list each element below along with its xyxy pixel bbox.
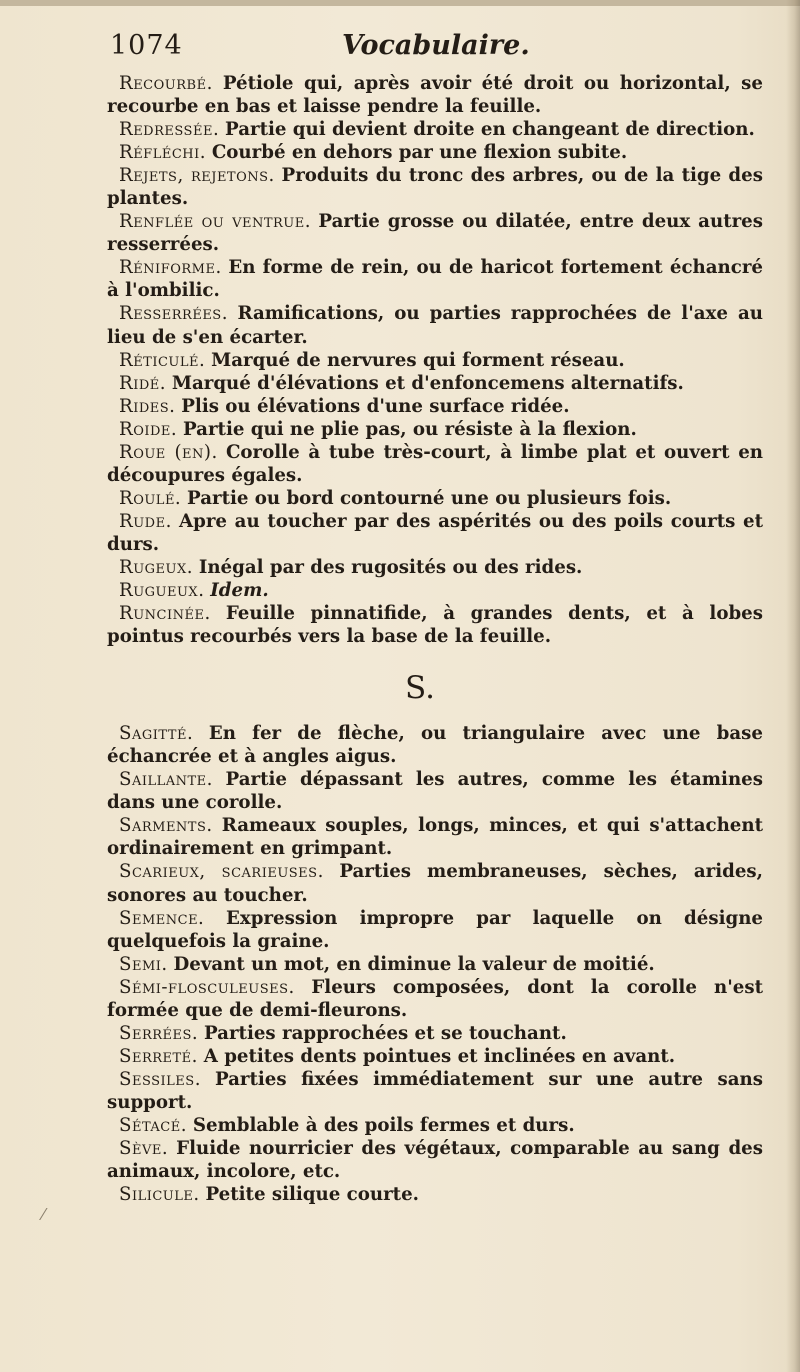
entry-headword: Renflée ou ventrue. xyxy=(119,211,312,233)
page-right-edge-shadow xyxy=(786,0,800,1372)
glossary-entry xyxy=(107,1045,763,1068)
entry-definition: Fluide nourricier des végétaux, comparable au sang des animaux, incolore, etc. xyxy=(107,1138,763,1183)
glossary-entry xyxy=(107,602,763,648)
entry-definition: Parties fixées immédiatement sur une autre sans support. xyxy=(107,1068,763,1113)
glossary-entry xyxy=(107,210,763,256)
entry-headword: Sève. xyxy=(119,1138,169,1160)
glossary-entry xyxy=(107,441,763,487)
entry-definition: Parties rapprochées et se touchant. xyxy=(204,1022,567,1044)
entry-headword: Réniforme. xyxy=(119,257,222,279)
glossary-entry xyxy=(107,1022,763,1045)
entry-definition: Partie qui ne plie pas, ou résiste à la flexion. xyxy=(182,418,637,440)
entry-definition: En forme de rein, ou de haricot fortement échancré à l'ombilic. xyxy=(107,257,763,302)
entry-headword: Rejets, rejetons. xyxy=(119,165,275,187)
entries-s xyxy=(107,722,763,1206)
glossary-entry xyxy=(107,164,763,210)
entry-definition: Devant un mot, en diminue la valeur de moitié. xyxy=(173,953,655,975)
glossary-entry xyxy=(107,302,763,348)
glossary-entry xyxy=(107,907,763,953)
entry-definition: Pétiole qui, après avoir été droit ou horizontal, se recourbe en bas et laisse pendre la feuille. xyxy=(107,73,763,118)
entry-definition: Rameaux souples, longs, minces, et qui s'attachent ordinairement en grimpant. xyxy=(107,815,763,860)
running-title: Vocabulaire. xyxy=(342,30,530,61)
entry-headword: Scarieux, scarieuses. xyxy=(119,861,324,883)
glossary-entry xyxy=(107,118,763,141)
entry-headword: Ridé. xyxy=(119,372,167,394)
entry-headword: Rides. xyxy=(119,395,176,417)
glossary-entry xyxy=(107,418,763,441)
entry-definition: Idem. xyxy=(210,580,269,602)
glossary-entry xyxy=(107,976,763,1022)
entry-definition: Corolle à tube très-court, à limbe plat et ouvert en découpures égales. xyxy=(107,441,763,486)
glossary-entry xyxy=(107,1137,763,1183)
glossary-entry xyxy=(107,372,763,395)
entry-headword: Serrées. xyxy=(119,1022,199,1044)
glossary-entry xyxy=(107,860,763,906)
entry-headword: Sarments. xyxy=(119,815,213,837)
entry-definition: Ramifications, ou parties rapprochées de l'axe au lieu de s'en écarter. xyxy=(107,303,763,348)
glossary-entry xyxy=(107,579,763,602)
entry-headword: Sémi-flosculeuses. xyxy=(119,976,295,998)
glossary-entry xyxy=(107,510,763,556)
entry-definition: Marqué de nervures qui forment réseau. xyxy=(211,349,625,371)
entry-definition: Parties membraneuses, sèches, arides, sonores au toucher. xyxy=(107,861,763,906)
entry-headword: Semi. xyxy=(119,953,168,975)
glossary-entry xyxy=(107,953,763,976)
entry-definition: Plis ou élévations d'une surface ridée. xyxy=(181,395,570,417)
entry-definition: Partie ou bord contourné une ou plusieurs fois. xyxy=(187,487,672,509)
glossary-body xyxy=(107,72,763,1206)
entry-headword: Roide. xyxy=(119,418,178,440)
glossary-entry xyxy=(107,1183,763,1206)
entry-headword: Réfléchi. xyxy=(119,142,207,164)
entry-headword: Réticulé. xyxy=(119,349,206,371)
entry-definition: Apre au toucher par des aspérités ou des poils courts et durs. xyxy=(107,510,763,555)
entry-headword: Resserrées. xyxy=(119,303,228,325)
entry-definition: En fer de flèche, ou triangulaire avec une base échancrée et à angles aigus. xyxy=(107,723,763,768)
glossary-entry xyxy=(107,768,763,814)
entry-definition: Inégal par des rugosités ou des rides. xyxy=(198,556,583,578)
entry-definition: Partie grosse ou dilatée, entre deux autres resserrées. xyxy=(107,211,763,256)
entry-headword: Rude. xyxy=(119,510,172,532)
entry-headword: Runcinée. xyxy=(119,603,211,625)
entry-definition: Produits du tronc des arbres, ou de la tige des plantes. xyxy=(107,165,763,210)
entry-headword: Sétacé. xyxy=(119,1114,188,1136)
glossary-entry xyxy=(107,556,763,579)
entries-r xyxy=(107,72,763,648)
entry-definition: Feuille pinnatifide, à grandes dents, et à lobes pointus recourbés vers la base de la feuille. xyxy=(107,603,763,648)
entry-definition: Semblable à des poils fermes et durs. xyxy=(192,1114,575,1136)
glossary-entry xyxy=(107,349,763,372)
entry-definition: A petites dents pointues et inclinées en avant. xyxy=(203,1045,676,1067)
page-number: 1074 xyxy=(110,30,183,61)
running-header xyxy=(110,30,770,72)
entry-headword: Redressée. xyxy=(119,119,220,141)
glossary-entry xyxy=(107,395,763,418)
entry-definition: Marqué d'élévations et d'enfoncemens alternatifs. xyxy=(171,372,684,394)
entry-headword: Rugeux. xyxy=(119,556,194,578)
glossary-entry xyxy=(107,256,763,302)
glossary-entry xyxy=(107,487,763,510)
entry-definition: Courbé en dehors par une flexion subite. xyxy=(211,142,628,164)
entry-headword: Recourbé. xyxy=(119,73,213,94)
entry-headword: Serreté. xyxy=(119,1045,198,1067)
entry-definition: Partie dépassant les autres, comme les étamines dans une corolle. xyxy=(107,769,763,814)
glossary-entry xyxy=(107,814,763,860)
entry-headword: Sagitté. xyxy=(119,723,194,745)
entry-headword: Semence. xyxy=(119,907,205,929)
entry-headword: Roue (en). xyxy=(119,441,218,463)
entry-definition: Expression impropre par laquelle on désigne quelquefois la graine. xyxy=(107,907,763,952)
entry-headword: Rugueux. xyxy=(119,580,205,602)
section-letter: S. xyxy=(405,670,435,707)
entry-definition: Petite silique courte. xyxy=(205,1184,419,1206)
entry-headword: Silicule. xyxy=(119,1184,200,1206)
entry-definition: Fleurs composées, dont la corolle n'est formée que de demi-fleurons. xyxy=(107,976,763,1021)
glossary-entry xyxy=(107,1068,763,1114)
glossary-entry xyxy=(107,722,763,768)
glossary-entry xyxy=(107,1114,763,1137)
entry-headword: Sessiles. xyxy=(119,1068,201,1090)
entry-headword: Roulé. xyxy=(119,487,182,509)
entry-definition: Partie qui devient droite en changeant de direction. xyxy=(225,119,755,141)
margin-pencil-mark: ⁄ xyxy=(42,1205,45,1224)
glossary-entry xyxy=(107,72,763,118)
page-top-edge xyxy=(0,0,800,6)
entry-headword: Saillante. xyxy=(119,769,213,791)
glossary-entry xyxy=(107,141,763,164)
